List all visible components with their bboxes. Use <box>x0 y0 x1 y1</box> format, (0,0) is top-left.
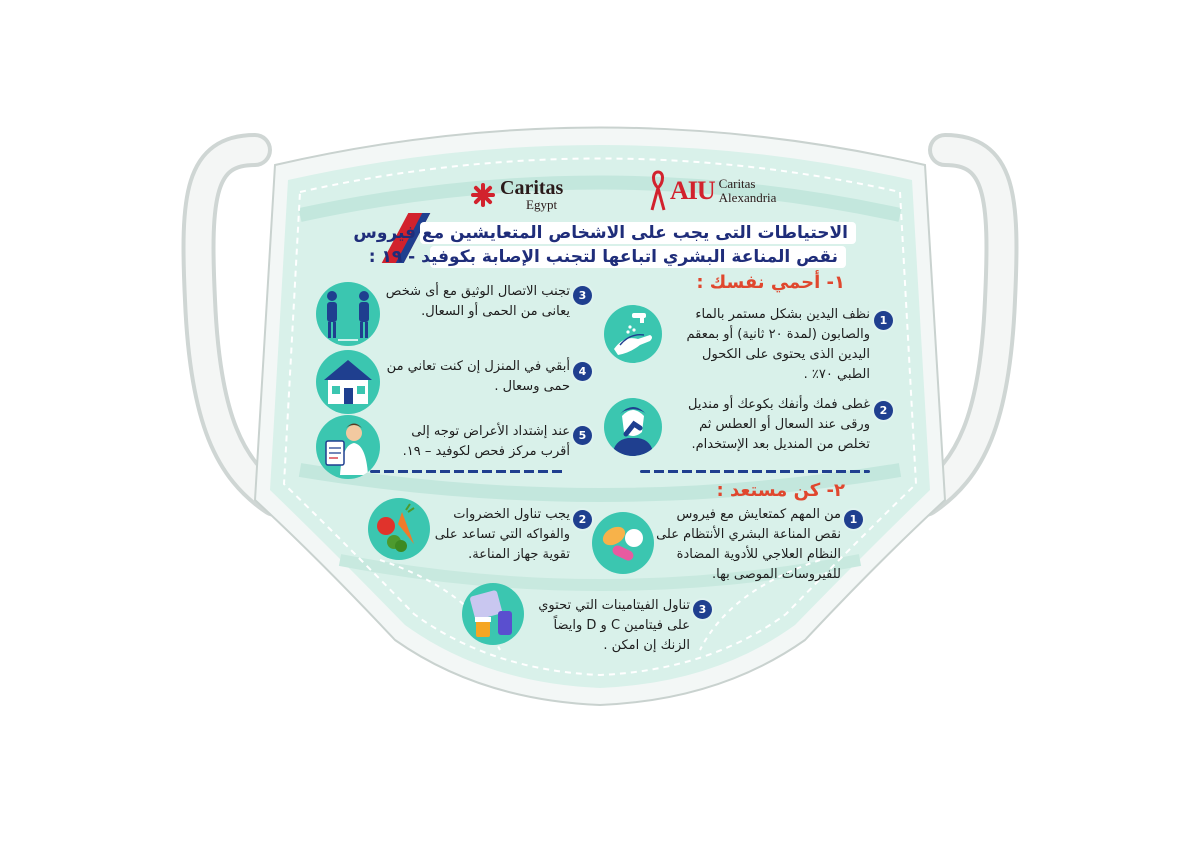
s1-item-1-text: نظف اليدين بشكل مستمر بالماء والصابون (لمدة ٢٠ ثانية) أو بمعقم اليدين الذى يحتوى على الكحول الطبي ٧٠٪ . <box>686 307 870 382</box>
title-line-1: الاحتياطات التى يجب على الاشخاص المتعايشين مع فيروس <box>420 222 856 244</box>
badge-s2-2: 2 <box>573 510 592 529</box>
caritas-egypt-name: Caritas <box>500 177 564 199</box>
s1-item-4-text: أبقي في المنزل إن كنت تعاني من حمى وسعال . <box>386 359 570 394</box>
caritas-egypt-logo <box>470 178 563 211</box>
section2-heading: ٢- كن مستعد : <box>716 480 845 501</box>
doctor-icon <box>316 415 380 479</box>
caritas-alexandria-city: Alexandria <box>718 190 777 205</box>
caritas-flame-icon <box>470 182 496 208</box>
s2-item-3-text: تناول الفيتامينات التي تحتوي على فيتامين C و D وايضاً الزنك إن امكن . <box>538 598 690 653</box>
fruits-vegetables-icon <box>368 498 430 560</box>
s1-item-2-text: غطى فمك وأنفك بكوعك أو منديل ورقى عند السعال أو العطس ثم تخلص من المنديل بعد الإستخدام. <box>688 397 870 452</box>
caritas-alexandria-name: Caritas <box>718 176 756 191</box>
divider-left <box>370 470 565 473</box>
social-distance-icon <box>316 282 380 346</box>
red-ribbon-icon <box>650 170 666 212</box>
house-icon <box>316 350 380 414</box>
caritas-egypt-country: Egypt <box>526 197 558 212</box>
hand-wash-icon <box>604 305 662 363</box>
divider-right <box>640 470 870 473</box>
s1-item-3-text: تجنب الاتصال الوثيق مع أى شخص يعانى من الحمى أو السعال. <box>385 284 570 319</box>
alexandria-mark: AIU <box>670 176 715 205</box>
badge-s2-1: 1 <box>844 510 863 529</box>
s1-item-5-text: عند إشتداد الأعراض توجه إلى أقرب مركز فحص لكوفيد – ١٩. <box>402 424 570 459</box>
section1-heading: ١- أحمي نفسك : <box>696 272 845 293</box>
badge-s1-5: 5 <box>573 426 592 445</box>
badge-s1-1: 1 <box>874 311 893 330</box>
title-line-2: نقص المناعة البشري اتباعها لتجنب الإصابة بكوفيد - ١٩ : <box>430 246 846 268</box>
badge-s1-4: 4 <box>573 362 592 381</box>
badge-s1-2: 2 <box>874 401 893 420</box>
cough-elbow-icon <box>604 398 662 456</box>
pills-icon <box>592 512 654 574</box>
vitamins-icon <box>462 583 524 645</box>
caritas-alexandria-logo <box>650 170 776 212</box>
s2-item-1-text: من المهم كمتعايش مع فيروس نقص المناعة البشري الأنتظام على النظام العلاجي للأدوية المضادة للفيروسات الموصى بها. <box>656 507 841 582</box>
badge-s1-3: 3 <box>573 286 592 305</box>
s2-item-2-text: يجب تناول الخضروات والفواكه التي تساعد على تقوية جهاز المناعة. <box>434 507 570 562</box>
badge-s2-3: 3 <box>693 600 712 619</box>
